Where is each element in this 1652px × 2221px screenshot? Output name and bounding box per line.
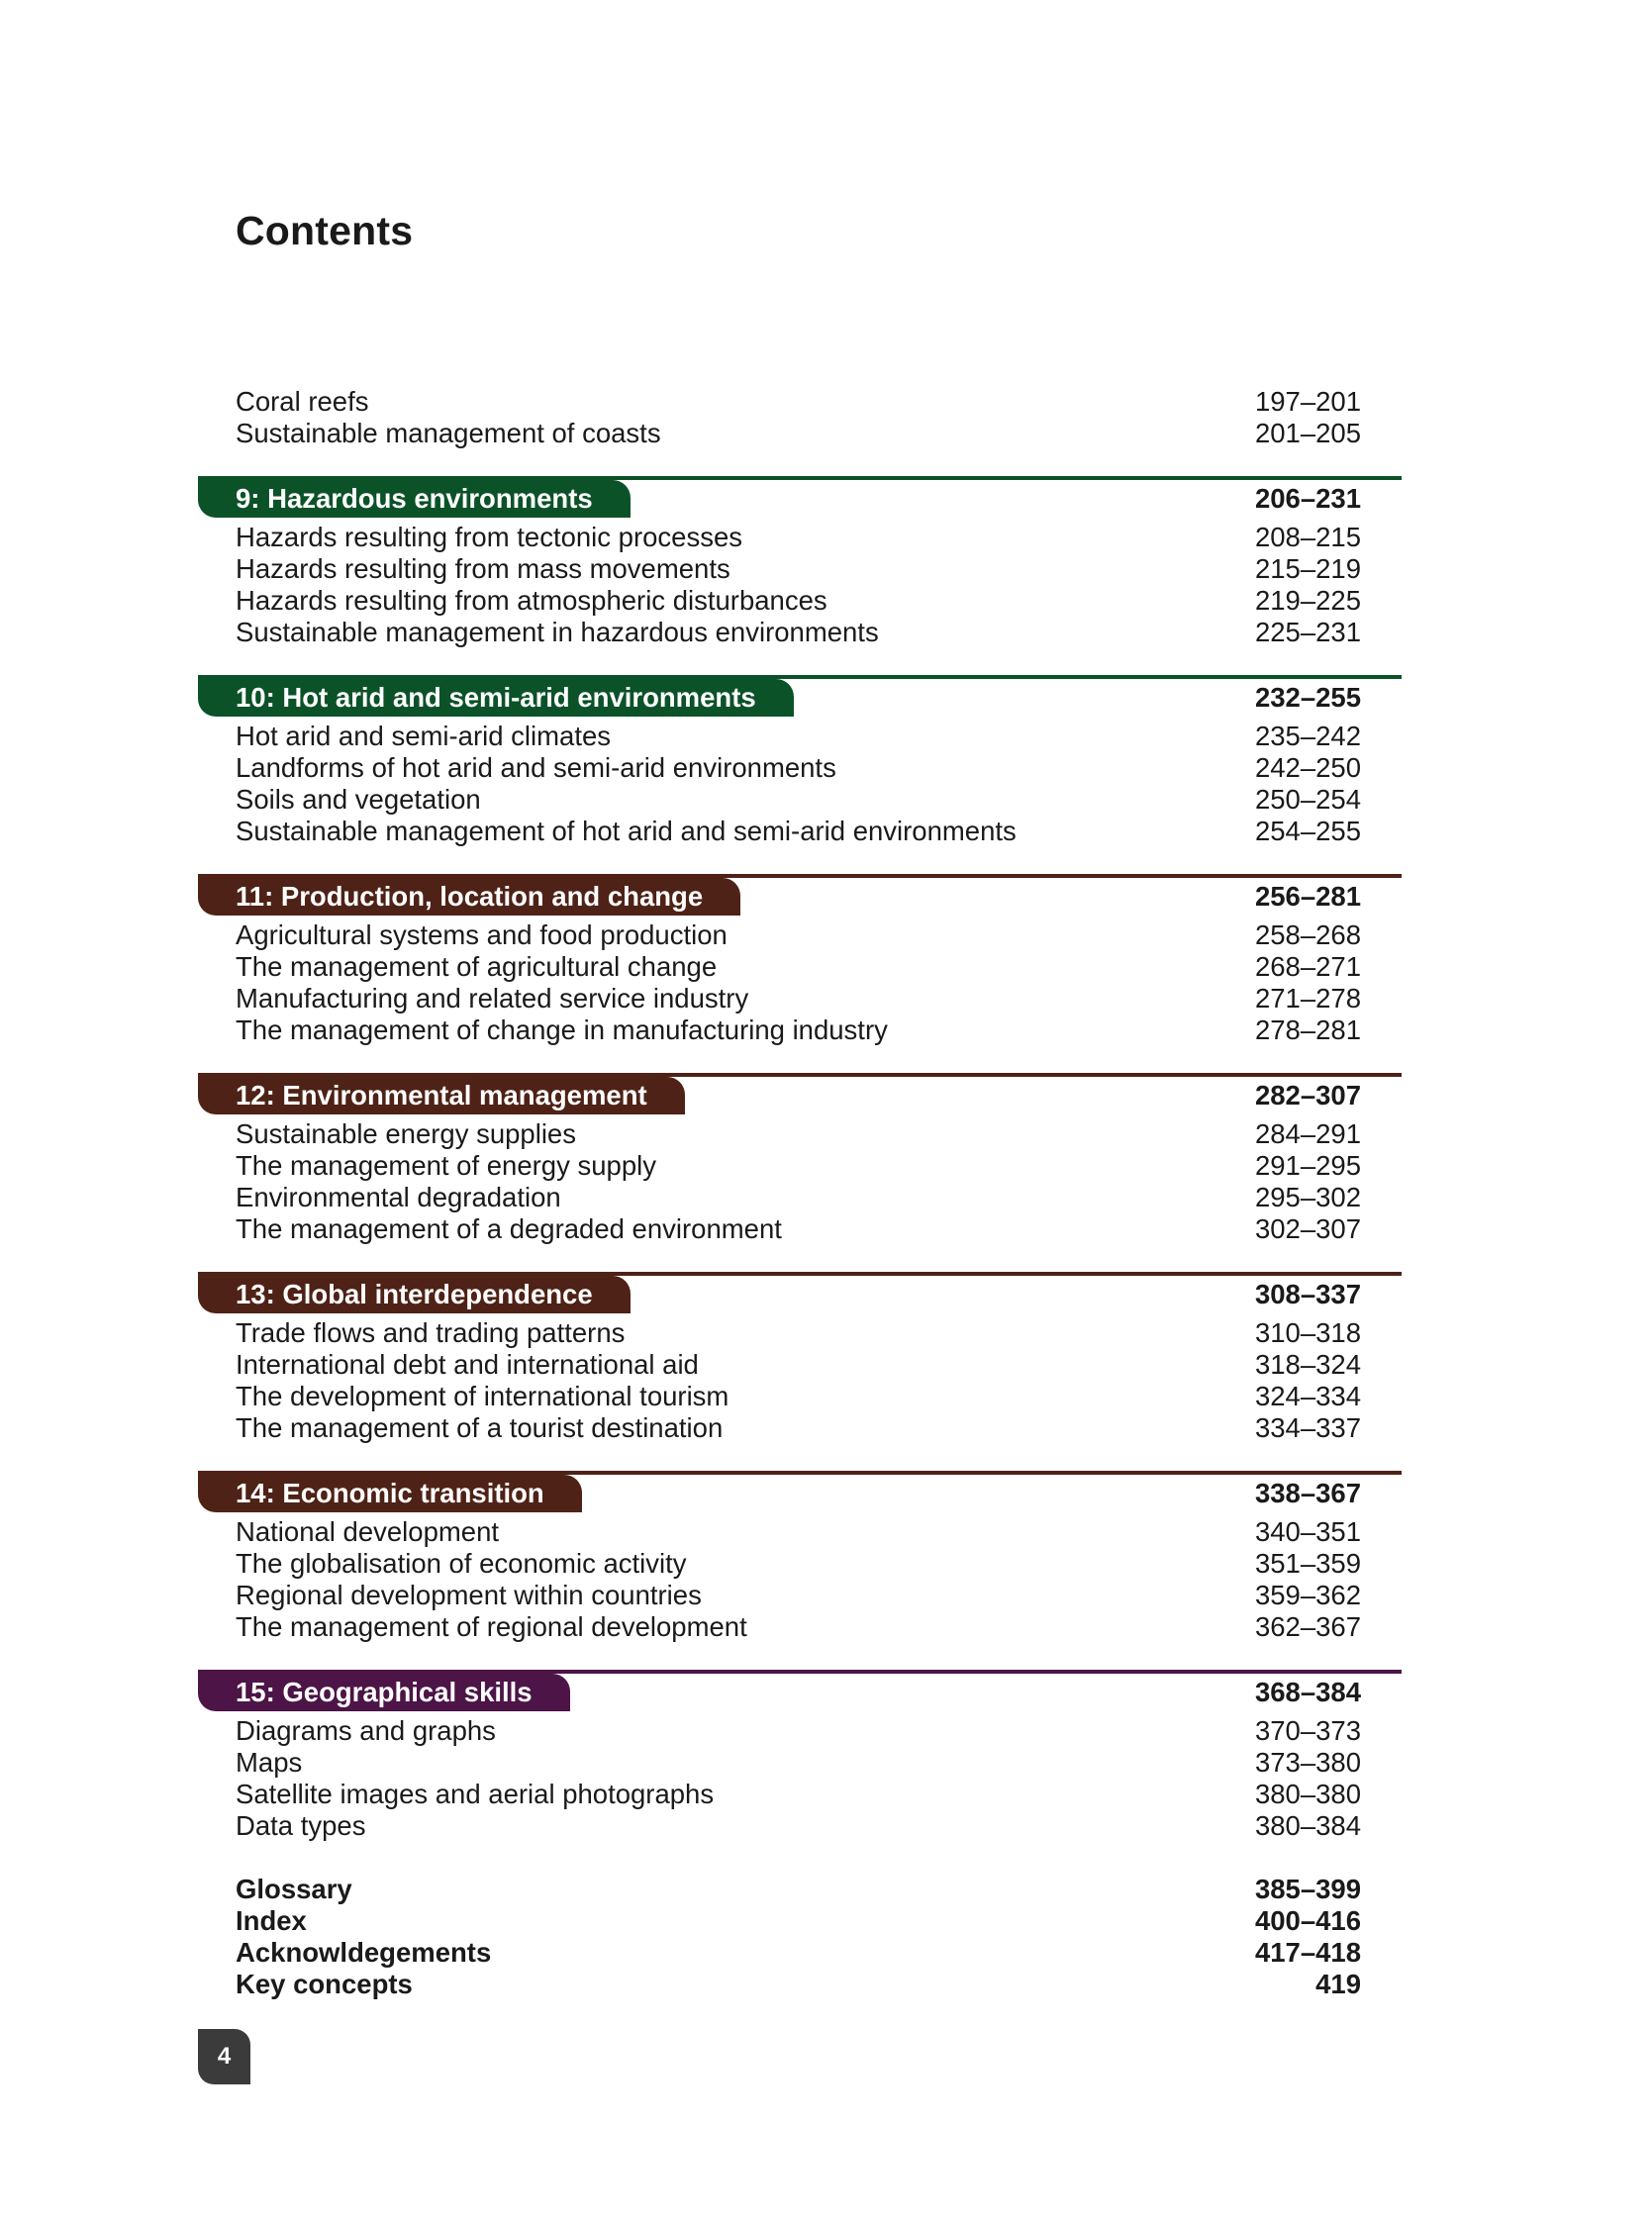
toc-entry[interactable] <box>236 1118 1361 1150</box>
toc-entry-pages: 359–362 <box>1254 1580 1361 1610</box>
toc-entry[interactable] <box>236 1349 1361 1381</box>
toc-entry-label: The management of a tourist destination <box>236 1412 724 1443</box>
toc-entry[interactable] <box>236 784 1361 816</box>
page-number-badge: 4 <box>198 2029 250 2084</box>
toc-entry-pages: 242–250 <box>1254 752 1361 783</box>
toc-entry-pages: 268–271 <box>1254 951 1361 982</box>
chapter-pages: 368–384 <box>1254 1677 1361 1707</box>
chapter-pages: 308–337 <box>1254 1279 1361 1309</box>
toc-entry[interactable] <box>236 418 1361 449</box>
toc-entry-label: Manufacturing and related service industry <box>236 983 749 1014</box>
toc-entry-pages: 385–399 <box>1254 1874 1361 1904</box>
toc-entry-pages: 417–418 <box>1254 1937 1361 1968</box>
toc-entry-label: Sustainable management in hazardous environments <box>236 617 879 647</box>
toc-entry-label: The management of regional development <box>236 1611 747 1642</box>
toc-entry-pages: 201–205 <box>1254 418 1361 448</box>
toc-entry[interactable] <box>236 1715 1361 1747</box>
toc-entry-pages: 380–380 <box>1254 1779 1361 1809</box>
toc-entry[interactable] <box>236 1381 1361 1412</box>
toc-entry-key-concepts[interactable] <box>236 1969 1361 2000</box>
toc-entry-pages: 235–242 <box>1254 721 1361 751</box>
toc-entry-label: Soils and vegetation <box>236 784 481 815</box>
chapter-pages: 256–281 <box>1254 881 1361 912</box>
toc-entry-pages: 225–231 <box>1254 617 1361 647</box>
toc-entry-label: International debt and international aid <box>236 1349 699 1380</box>
toc-entry[interactable] <box>236 553 1361 585</box>
toc-entry[interactable] <box>236 617 1361 648</box>
page-title: Contents <box>236 208 414 253</box>
toc-entry-label: Regional development within countries <box>236 1580 702 1610</box>
toc-entry-label: Data types <box>236 1810 366 1841</box>
toc-entry-label: Hazards resulting from mass movements <box>236 553 730 584</box>
toc-entry-pages: 340–351 <box>1254 1516 1361 1547</box>
toc-entry-label: Maps <box>236 1747 303 1778</box>
toc-entry[interactable] <box>236 752 1361 784</box>
chapter-title-tab: 13: Global interdependence <box>198 1276 631 1313</box>
toc-entry-label: Satellite images and aerial photographs <box>236 1779 715 1809</box>
toc-entry-pages: 370–373 <box>1254 1715 1361 1746</box>
toc-entry-label: Index <box>236 1905 307 1936</box>
toc-entry-label: Acknowldegements <box>236 1937 492 1968</box>
toc-entry-pages: 324–334 <box>1254 1381 1361 1411</box>
toc-entry[interactable] <box>236 1014 1361 1046</box>
toc-entry-label: Coral reefs <box>236 386 369 417</box>
toc-entry-pages: 318–324 <box>1254 1349 1361 1380</box>
toc-entry[interactable] <box>236 1150 1361 1182</box>
chapter-header-12[interactable] <box>198 1073 1402 1116</box>
chapter-title-tab: 12: Environmental management <box>198 1077 685 1114</box>
chapter-title-tab: 9: Hazardous environments <box>198 480 631 518</box>
toc-entry-pages: 271–278 <box>1254 983 1361 1014</box>
toc-entry-pages: 295–302 <box>1254 1182 1361 1212</box>
toc-entry-label: The management of change in manufacturing industry <box>236 1014 888 1045</box>
toc-entry-index[interactable] <box>236 1905 1361 1937</box>
toc-entry-label: Trade flows and trading patterns <box>236 1317 626 1348</box>
toc-entry-label: Sustainable energy supplies <box>236 1118 576 1149</box>
chapter-title-tab: 11: Production, location and change <box>198 878 740 916</box>
toc-entry-label: The development of international tourism <box>236 1381 729 1411</box>
toc-entry[interactable] <box>236 386 1361 418</box>
toc-entry-pages: 400–416 <box>1254 1905 1361 1936</box>
toc-entry[interactable] <box>236 1182 1361 1213</box>
toc-entry-label: Sustainable management of coasts <box>236 418 661 448</box>
toc-entry-label: Sustainable management of hot arid and semi-arid environments <box>236 816 1017 846</box>
chapter-header-14[interactable] <box>198 1471 1402 1514</box>
toc-entry[interactable] <box>236 1412 1361 1444</box>
toc-entry-label: Hazards resulting from tectonic processes <box>236 522 743 552</box>
toc-entry[interactable] <box>236 522 1361 553</box>
toc-entry-label: The management of agricultural change <box>236 951 718 982</box>
toc-entry-label: Hazards resulting from atmospheric disturbances <box>236 585 827 616</box>
toc-entry-pages: 254–255 <box>1254 816 1361 846</box>
toc-entry-label: National development <box>236 1516 500 1547</box>
toc-entry-pages: 419 <box>1315 1969 1361 1999</box>
toc-entry[interactable] <box>236 919 1361 951</box>
toc-entry-label: Environmental degradation <box>236 1182 561 1212</box>
toc-entry-pages: 373–380 <box>1254 1747 1361 1778</box>
chapter-title-tab: 15: Geographical skills <box>198 1674 570 1711</box>
chapter-pages: 232–255 <box>1254 682 1361 713</box>
toc-entry-pages: 334–337 <box>1254 1412 1361 1443</box>
toc-entry[interactable] <box>236 1810 1361 1842</box>
toc-entry[interactable] <box>236 1580 1361 1611</box>
toc-entry[interactable] <box>236 1213 1361 1245</box>
toc-entry[interactable] <box>236 951 1361 983</box>
toc-entry-pages: 302–307 <box>1254 1213 1361 1244</box>
chapter-header-11[interactable] <box>198 874 1402 917</box>
toc-entry-pages: 291–295 <box>1254 1150 1361 1181</box>
toc-entry-label: The globalisation of economic activity <box>236 1548 687 1579</box>
toc-entry-acknowledgements[interactable] <box>236 1937 1361 1969</box>
toc-entry[interactable] <box>236 1747 1361 1779</box>
toc-entry-glossary[interactable] <box>236 1874 1361 1905</box>
chapter-pages: 206–231 <box>1254 483 1361 514</box>
toc-entry-label: Key concepts <box>236 1969 413 1999</box>
toc-entry-label: Diagrams and graphs <box>236 1715 496 1746</box>
toc-entry[interactable] <box>236 816 1361 847</box>
toc-entry-label: Glossary <box>236 1874 352 1904</box>
toc-entry-pages: 278–281 <box>1254 1014 1361 1045</box>
toc-entry-label: The management of energy supply <box>236 1150 656 1181</box>
toc-entry-pages: 351–359 <box>1254 1548 1361 1579</box>
toc-entry[interactable] <box>236 1548 1361 1580</box>
chapter-header-10[interactable] <box>198 675 1402 719</box>
toc-entry-pages: 208–215 <box>1254 522 1361 552</box>
toc-entry[interactable] <box>236 1317 1361 1349</box>
toc-entry[interactable] <box>236 1779 1361 1810</box>
toc-entry-pages: 284–291 <box>1254 1118 1361 1149</box>
toc-entry-pages: 362–367 <box>1254 1611 1361 1642</box>
toc-entry-label: Hot arid and semi-arid climates <box>236 721 612 751</box>
toc-entry-pages: 380–384 <box>1254 1810 1361 1841</box>
toc-entry-pages: 215–219 <box>1254 553 1361 584</box>
toc-entry[interactable] <box>236 983 1361 1014</box>
toc-entry-pages: 310–318 <box>1254 1317 1361 1348</box>
toc-entry[interactable] <box>236 1611 1361 1643</box>
chapter-title-tab: 10: Hot arid and semi-arid environments <box>198 679 794 717</box>
toc-entry[interactable] <box>236 1516 1361 1548</box>
chapter-pages: 338–367 <box>1254 1478 1361 1508</box>
toc-entry-label: Landforms of hot arid and semi-arid environments <box>236 752 836 783</box>
chapter-header-15[interactable] <box>198 1670 1402 1713</box>
chapter-pages: 282–307 <box>1254 1080 1361 1110</box>
chapter-header-13[interactable] <box>198 1272 1402 1315</box>
toc-entry-pages: 258–268 <box>1254 919 1361 950</box>
toc-entry-pages: 219–225 <box>1254 585 1361 616</box>
toc-entry-pages: 250–254 <box>1254 784 1361 815</box>
chapter-title-tab: 14: Economic transition <box>198 1475 582 1512</box>
toc-entry[interactable] <box>236 585 1361 617</box>
toc-entry[interactable] <box>236 721 1361 752</box>
chapter-header-9[interactable] <box>198 476 1402 520</box>
toc-entry-pages: 197–201 <box>1254 386 1361 417</box>
toc-entry-label: Agricultural systems and food production <box>236 919 728 950</box>
toc-entry-label: The management of a degraded environment <box>236 1213 782 1244</box>
